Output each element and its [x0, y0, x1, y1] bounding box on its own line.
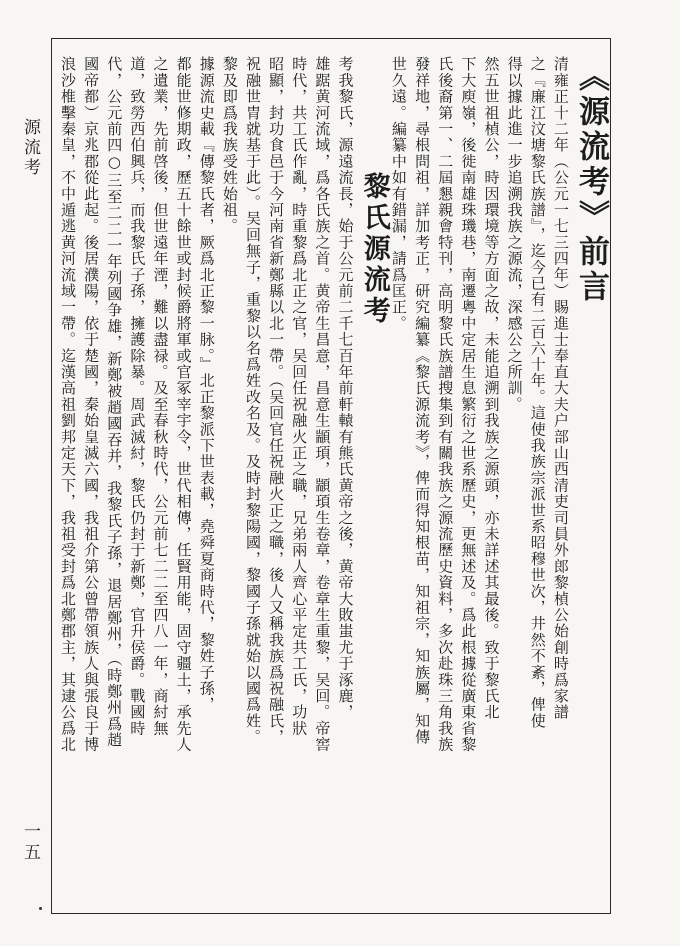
chapter-line: 都能世修期政，歷五十餘世或封候爵將軍或官冢宰宇令，世代相傳，任賢用能，固守疆土，承先人 — [174, 56, 193, 753]
chapter-line: 道，致勞西伯興兵，而我黎氏子孫，擁護除暴。周武滅紂，黎氏仍封于新鄭，官升侯爵。戰國時 — [128, 56, 147, 737]
chapter-line: 雄踞黄河流域，爲各氏族之首。黄帝生昌意，昌意生顓頊，顓頊生卷章，卷章生重黎，吴回。帝窖 — [313, 56, 332, 753]
chapter-line: 黎及即爲我族受姓始祖。 — [220, 56, 239, 235]
preface-line: 世久遠。編纂中如有錯漏，請爲匡正。 — [389, 56, 408, 332]
preface-line: 得以據此進一步追溯我族之源流，深感公之所訓。 — [505, 56, 524, 413]
running-book-title: 源流考 — [20, 118, 40, 178]
chapter-line: 考我黎氏，源遠流長，始于公元前二千七百年前軒轅有熊氏黄帝之後，黄帝大敗蚩尤于涿鹿， — [336, 56, 355, 721]
preface-line: 氏後裔第一、二屆懇親會特刊，高明黎氏族譜搜集到有關我族之源流歷史資料，多次赴珠三角我族 — [436, 56, 455, 753]
preface-line: 發祥地，尋根問祖，詳加考正，研究編纂《黎氏源流考》，俾而得知根苗，知祖宗，知族屬，知傳 — [413, 56, 432, 746]
preface-line: 下大庾嶺，後徙南雄珠璣巷，南遷粵中定居生息繁衍之世系歷史，更無述及。爲此根據從廣東省黎 — [459, 56, 478, 753]
chapter-line: 時代，共工氏作亂，時重黎爲北正之官，吴回任祝融火正之職，兄弟兩人齊心平定共工氏，功狀 — [290, 56, 309, 737]
page-number: 一五 — [20, 822, 40, 864]
chapter-line: 據源流史載『傳黎氏者，厥爲北正黎一脉。』北正黎派下世表載，堯舜夏商時代，黎姓子孫， — [197, 56, 216, 713]
chapter-line: 浪沙椎擊秦皇，不中遁逃黄河流域一帶。迄漢高祖劉邦定天下，我祖受封爲北鄭郡主，其逮公爲北 — [59, 56, 77, 753]
chapter-line: 祝融世胄就基于此）。吴回無子，重黎以名爲姓改名及。及時封黎陽國，黎國子孫就始以國爲姓。 — [244, 56, 263, 746]
speck-mark — [39, 907, 42, 910]
chapter-heading: 黎氏源流考 — [358, 172, 390, 327]
chapter-line: 國帝都）京兆郡從此起。後居濮陽，依于楚國，秦始皇滅六國，我祖介第公曾帶領族人與張良于博 — [82, 56, 101, 753]
preface-line: 之『廉江汶塘黎氏族譜』，迄今已有二百六十年。這使我族宗派世系昭穆世次，井然不紊，俾使 — [528, 56, 547, 729]
preface-line: 清雍正十二年（公元一七三四年）賜進士奉直大夫户部山西清吏司員外郎黎楨公始創時爲家譜 — [551, 56, 570, 721]
chapter-line: 之遺業，先前啓後，但世遠年湮，難以盡禄。及至春秋時代，公元前七二二至四八一年，商紂無 — [151, 56, 170, 737]
preface-line: 然五世祖楨公，時因環境等方面之故，未能追溯到我族之源頭，亦未詳述其最後。致于黎氏北 — [482, 56, 501, 721]
chapter-line: 昭顯，封功食邑于今河南省新鄭縣以北一帶。（吴回官任祝融火正之職，後人又稱我族爲祝融氏， — [267, 56, 286, 746]
chapter-line: 代，公元前四○三至二二一年列國争雄，新鄭被趙國吞并，我黎氏子孫，退居鄭州，（時鄭州爲趙 — [105, 56, 124, 749]
preface-heading: 《源流考》前言 — [572, 60, 609, 305]
